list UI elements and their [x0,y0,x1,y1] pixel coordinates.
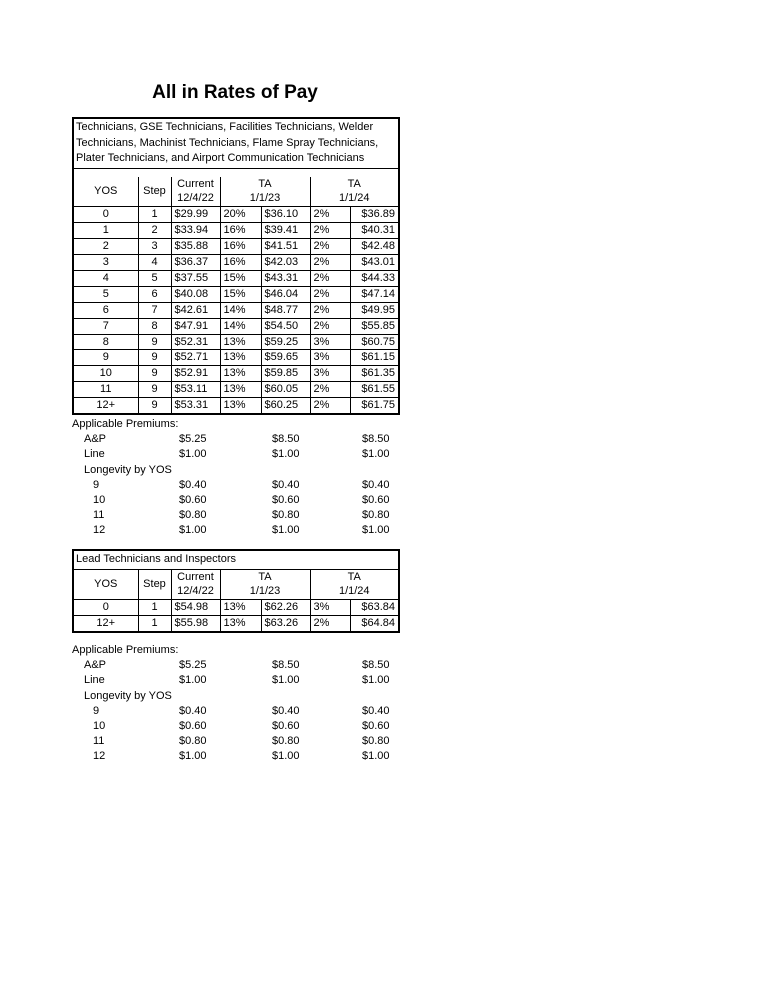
table-cell: 5 [138,270,171,286]
premium-value-ta-2023: $0.60 [272,494,300,507]
table-cell: $36.89 [350,207,399,223]
table-cell: 15% [220,270,261,286]
premium-value-ta-2024: $1.00 [362,750,390,763]
table-cell: 1 [73,223,138,239]
premium-value-ta-2023: $0.60 [272,720,300,733]
premium-value-current: $1.00 [179,750,207,763]
table-cell: $44.33 [350,270,399,286]
table-cell: $40.08 [171,286,220,302]
table-row [73,350,399,366]
premium-label: A&P [84,659,107,672]
table-cell: 14% [220,302,261,318]
table-cell: 3% [310,600,350,616]
table-cell: $55.85 [350,318,399,334]
table-cell: $61.35 [350,366,399,382]
table-row [73,398,399,414]
table-cell: $42.03 [261,255,310,271]
table-cell: $47.14 [350,286,399,302]
table-row [73,616,399,632]
header-ta-2023-date: 1/1/23 [220,584,310,599]
table-cell: $61.15 [350,350,399,366]
table-cell: $37.55 [171,270,220,286]
table-cell: 15% [220,286,261,302]
header-ta-2024: TA [310,177,399,192]
premium-value-current: $0.80 [179,735,207,748]
table-row [73,600,399,616]
premium-row [72,463,442,478]
table-cell: 2% [310,286,350,302]
header-ta-2024: TA [310,569,399,584]
premium-value-ta-2023: $1.00 [272,750,300,763]
table-cell: 12+ [73,616,138,632]
longevity-yos: 11 [93,509,105,522]
table-cell: 3% [310,334,350,350]
table-row [73,207,399,223]
table-cell: 2% [310,318,350,334]
table-cell: 0 [73,600,138,616]
header-ta-2023: TA [220,177,310,192]
table-cell: 13% [220,600,261,616]
table-cell: 13% [220,398,261,414]
table-cell: 16% [220,239,261,255]
table-cell: $59.85 [261,366,310,382]
premium-value-ta-2023: $1.00 [272,524,300,537]
premiums-heading: Applicable Premiums: [72,644,179,656]
longevity-label: Longevity by YOS [84,463,172,476]
table-cell: $54.50 [261,318,310,334]
table-cell: $54.98 [171,600,220,616]
rates-table-lead-technicians [72,549,400,633]
table-cell: $61.55 [350,382,399,398]
premium-value-ta-2024: $1.00 [362,524,390,537]
table-cell: 13% [220,350,261,366]
table-cell: $43.31 [261,270,310,286]
table-cell: $46.04 [261,286,310,302]
table-cell: $41.51 [261,239,310,255]
premiums-heading: Applicable Premiums: [72,418,179,430]
table-cell: 16% [220,255,261,271]
table-cell: $60.25 [261,398,310,414]
table-description: Lead Technicians and Inspectors [73,550,399,569]
table-cell: $53.31 [171,398,220,414]
premium-value-current: $0.60 [179,494,207,507]
table-cell: 0 [73,207,138,223]
table-row [73,270,399,286]
table-cell: 4 [138,255,171,271]
table-cell: $52.31 [171,334,220,350]
table-cell: $64.84 [350,616,399,632]
premiums-table-technicians [72,417,442,539]
table-row [73,255,399,271]
header-current: Current [171,177,220,192]
table-cell: 20% [220,207,261,223]
table-cell: 9 [138,366,171,382]
premium-value-ta-2024: $1.00 [362,448,390,461]
table-cell: $49.95 [350,302,399,318]
longevity-yos: 9 [93,478,100,491]
table-cell: 8 [138,318,171,334]
header-ta-2024-date: 1/1/24 [310,191,399,206]
table-cell: $52.71 [171,350,220,366]
header-ta-2023: TA [220,569,310,584]
premium-value-ta-2024: $0.80 [362,509,390,522]
table-cell: 13% [220,366,261,382]
premium-value-ta-2023: $0.40 [272,478,300,491]
table-cell: $35.88 [171,239,220,255]
rates-table-technicians [72,117,400,415]
table-row [73,286,399,302]
table-cell: $40.31 [350,223,399,239]
table-row [73,302,399,318]
premium-value-ta-2023: $0.80 [272,509,300,522]
header-step: Step [138,177,171,207]
premium-value-current: $1.00 [179,448,207,461]
table-cell: 3 [73,255,138,271]
premium-value-ta-2023: $8.50 [272,433,300,446]
premium-row [72,719,442,734]
table-cell: 2 [73,239,138,255]
table-cell: 13% [220,334,261,350]
page-title: All in Rates of Pay [152,82,318,103]
header-yos: YOS [94,184,118,197]
table-cell: $47.91 [171,318,220,334]
table-cell: 3% [310,366,350,382]
table-cell: $60.05 [261,382,310,398]
premium-value-current: $1.00 [179,524,207,537]
premium-row [72,493,442,508]
header-current-date: 12/4/22 [171,584,220,599]
header-current: Current [171,569,220,584]
longevity-yos: 10 [93,494,106,507]
header-step: Step [138,569,171,600]
premium-row [72,749,442,764]
table-cell: 5 [73,286,138,302]
table-cell: $42.48 [350,239,399,255]
table-cell: 9 [138,350,171,366]
table-cell: $43.01 [350,255,399,271]
premium-value-current: $5.25 [179,659,207,672]
table-cell: $53.11 [171,382,220,398]
premium-label: Line [84,448,105,461]
header-current-date: 12/4/22 [171,191,220,206]
premium-row [72,447,442,462]
table-row [73,334,399,350]
premium-row [72,704,442,719]
table-cell: 10 [73,366,138,382]
premium-value-current: $1.00 [179,674,207,687]
premium-value-current: $5.25 [179,433,207,446]
premium-value-ta-2024: $0.60 [362,494,390,507]
premium-value-ta-2023: $0.80 [272,735,300,748]
table-cell: 2% [310,616,350,632]
table-row [73,382,399,398]
table-cell: 9 [73,350,138,366]
table-cell: 1 [138,616,171,632]
premium-row [72,432,442,447]
table-cell: 7 [138,302,171,318]
table-row [73,223,399,239]
table-cell: 13% [220,616,261,632]
table-cell: $60.75 [350,334,399,350]
premium-value-ta-2024: $0.60 [362,720,390,733]
premium-value-current: $0.80 [179,509,207,522]
longevity-yos: 12 [93,750,106,763]
premium-value-ta-2023: $1.00 [272,674,300,687]
table-cell: 4 [73,270,138,286]
premium-row [72,689,442,704]
table-cell: 2 [138,223,171,239]
header-ta-2024-date: 1/1/24 [310,584,399,599]
premium-row [72,478,442,493]
table-cell: 6 [138,286,171,302]
table-cell: 2% [310,223,350,239]
table-cell: 2% [310,302,350,318]
table-cell: $52.91 [171,366,220,382]
premiums-table-lead-technicians [72,643,442,765]
longevity-yos: 12 [93,524,106,537]
table-cell: $36.10 [261,207,310,223]
table-cell: $63.84 [350,600,399,616]
longevity-label: Longevity by YOS [84,689,172,702]
table-cell: $48.77 [261,302,310,318]
premium-label: A&P [84,433,107,446]
premium-value-ta-2024: $0.40 [362,478,390,491]
premium-value-ta-2023: $1.00 [272,448,300,461]
table-cell: 9 [138,382,171,398]
table-cell: 2% [310,239,350,255]
longevity-yos: 11 [93,735,105,748]
longevity-yos: 10 [93,720,106,733]
table-cell: 3 [138,239,171,255]
table-row [73,318,399,334]
table-cell: 1 [138,600,171,616]
table-description: Technicians, GSE Technicians, Facilities Technicians, Welder Technicians, Machinist Technicians, Flame Spray Technicians, Plater Technicians, and Airport Communication Technicians [73,118,399,168]
table-cell: 13% [220,382,261,398]
header-ta-2023-date: 1/1/23 [220,191,310,206]
table-cell: $61.75 [350,398,399,414]
premium-row [72,508,442,523]
premium-row [72,417,442,432]
table-cell: 8 [73,334,138,350]
longevity-yos: 9 [93,704,100,717]
premium-value-current: $0.40 [179,478,207,491]
table-cell: $39.41 [261,223,310,239]
table-cell: $62.26 [261,600,310,616]
table-cell: 16% [220,223,261,239]
table-cell: $29.99 [171,207,220,223]
table-cell: 9 [138,334,171,350]
table-cell: $59.65 [261,350,310,366]
table-cell: 2% [310,270,350,286]
table-cell: 11 [73,382,138,398]
table-cell: $63.26 [261,616,310,632]
premium-value-ta-2024: $0.40 [362,704,390,717]
table-cell: 1 [138,207,171,223]
premium-value-ta-2024: $0.80 [362,735,390,748]
table-cell: $42.61 [171,302,220,318]
table-cell: $55.98 [171,616,220,632]
table-cell: 2% [310,207,350,223]
premium-value-current: $0.60 [179,720,207,733]
table-cell: 3% [310,350,350,366]
table-cell: 6 [73,302,138,318]
table-cell: $36.37 [171,255,220,271]
premium-value-ta-2024: $8.50 [362,659,390,672]
premium-row [72,523,442,538]
table-cell: 2% [310,398,350,414]
premium-value-ta-2023: $8.50 [272,659,300,672]
premium-label: Line [84,674,105,687]
table-cell: 9 [138,398,171,414]
table-cell: 12+ [73,398,138,414]
premium-row [72,658,442,673]
table-cell: 14% [220,318,261,334]
premium-value-current: $0.40 [179,704,207,717]
table-cell: $33.94 [171,223,220,239]
premium-row [72,734,442,749]
premium-value-ta-2024: $1.00 [362,674,390,687]
table-cell: $59.25 [261,334,310,350]
table-row [73,366,399,382]
header-yos: YOS [94,577,118,590]
premium-value-ta-2023: $0.40 [272,704,300,717]
table-row [73,239,399,255]
table-cell: 2% [310,255,350,271]
table-cell: 7 [73,318,138,334]
table-cell: 2% [310,382,350,398]
premium-row [72,643,442,658]
premium-value-ta-2024: $8.50 [362,433,390,446]
premium-row [72,673,442,688]
